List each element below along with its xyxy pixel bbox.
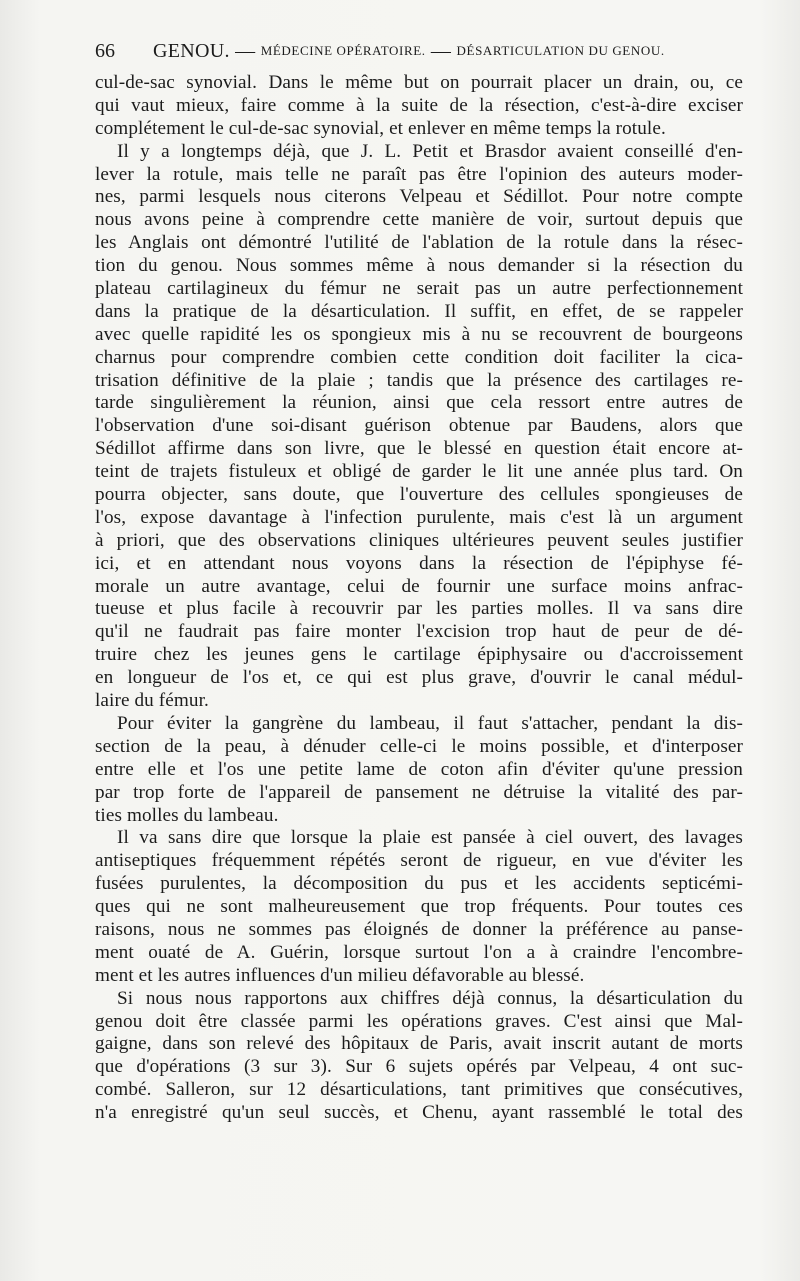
- text-line: Pour éviter la gangrène du lambeau, il faut s'attacher, pendant la dis-: [117, 712, 743, 734]
- text-line: cul-de-sac synovial. Dans le même but on pourrait placer un drain, ou, ce: [95, 72, 743, 93]
- text-line: entre elle et l'os une petite lame de coton afin d'éviter qu'une pression: [95, 758, 743, 780]
- header-author: GENOU.: [153, 40, 230, 62]
- text-line: nous avons peine à comprendre cette manière de voir, surtout depuis que: [95, 209, 743, 231]
- text-line: gaigne, dans son relevé des hôpitaux de Paris, avait inscrit autant de morts: [95, 1033, 743, 1055]
- text-line: l'observation d'une soi-disant guérison obtenue par Baudens, alors que: [95, 415, 743, 437]
- text-line: ties molles du lambeau.: [95, 804, 279, 826]
- text-line: Si nous nous rapportons aux chiffres déjà connus, la désarticulation du: [117, 987, 743, 1009]
- header-section: MÉDECINE OPÉRATOIRE.: [260, 43, 426, 58]
- text-line: tarde singulièrement la réunion, ainsi que cela ressort entre autres de: [95, 392, 743, 414]
- text-line: genou doit être classée parmi les opérations graves. C'est ainsi que Mal-: [95, 1010, 743, 1032]
- text-line: fusées purulentes, la décomposition du pus et les accidents septicémi-: [95, 873, 743, 895]
- text-line: tueuse et plus facile à recouvrir par les parties molles. Il va sans dire: [95, 598, 743, 620]
- text-line: section de la peau, à dénuder celle-ci le moins possible, et d'interposer: [95, 735, 743, 757]
- text-line: lever la rotule, mais telle ne paraît pas être l'opinion des auteurs moder-: [95, 163, 743, 185]
- text-line: Il va sans dire que lorsque la plaie est pansée à ciel ouvert, des lavages: [117, 827, 743, 849]
- text-line: antiseptiques fréquemment répétés seront de rigueur, en vue d'éviter les: [95, 850, 743, 872]
- text-line: en longueur de l'os et, ce qui est plus grave, d'ouvrir le canal médul-: [95, 667, 743, 689]
- text-line: trisation définitive de la plaie ; tandis que la présence des cartilages re-: [95, 369, 743, 391]
- text-line: dans la pratique de la désarticulation. Il suffit, en effet, de se rappeler: [95, 300, 743, 322]
- text-line: teint de trajets fistuleux et obligé de garder le lit une année plus tard. On: [95, 461, 743, 483]
- running-title: [153, 40, 665, 63]
- text-line: à priori, que des observations cliniques ultérieures peuvent seules justifier: [95, 529, 743, 551]
- text-line: ment ouaté de A. Guérin, lorsque surtout l'on a à craindre l'encombre-: [95, 941, 743, 963]
- header-dash: —: [235, 40, 256, 62]
- text-line: avec quelle rapidité les os spongieux mis à nu se recouvrent de bourgeons: [95, 323, 743, 345]
- running-header: [95, 40, 745, 68]
- text-line: morale un autre avantage, celui de fournir une surface moins anfrac-: [95, 575, 743, 597]
- text-line: combé. Salleron, sur 12 désarticulations, tant primitives que consécutives,: [95, 1079, 743, 1101]
- text-line: l'os, expose davantage à l'infection purulente, mais c'est là un argument: [95, 506, 743, 528]
- text-line: que d'opérations (3 sur 3). Sur 6 sujets opérés par Velpeau, 4 ont suc-: [95, 1056, 743, 1078]
- text-line: qui vaut mieux, faire comme à la suite de la résection, c'est-à-dire exciser: [95, 94, 743, 116]
- text-line: charnus pour comprendre combien cette condition doit faciliter la cica-: [95, 346, 743, 368]
- text-line: ici, et en attendant nous voyons dans la résection de l'épiphyse fé-: [95, 552, 743, 574]
- text-line: les Anglais ont démontré l'utilité de l'ablation de la rotule dans la résec-: [95, 232, 743, 254]
- text-line: nes, parmi lesquels nous citerons Velpeau et Sédillot. Pour notre compte: [95, 186, 743, 208]
- text-line: raisons, nous ne sommes pas éloignés de donner la préférence au panse-: [95, 918, 743, 940]
- text-line: ques qui ne sont malheureusement que trop fréquents. Pour toutes ces: [95, 896, 743, 918]
- body-text: [95, 72, 743, 1125]
- text-line: ment et les autres influences d'un milieu défavorable au blessé.: [95, 964, 585, 986]
- text-line: par trop forte de l'appareil de pansement ne détruise la vitalité des par-: [95, 781, 743, 803]
- text-line: laire du fémur.: [95, 690, 209, 712]
- header-subject: DÉSARTICULATION DU GENOU.: [456, 43, 665, 58]
- text-line: Il y a longtemps déjà, que J. L. Petit et Brasdor avaient conseillé d'en-: [117, 140, 743, 162]
- text-line: complétement le cul-de-sac synovial, et enlever en même temps la rotule.: [95, 117, 666, 139]
- header-dash: —: [430, 40, 452, 62]
- text-line: n'a enregistré qu'un seul succès, et Chenu, ayant rassemblé le total des: [95, 1102, 743, 1124]
- text-line: truire chez les jeunes gens le cartilage épiphysaire ou d'accroissement: [95, 644, 743, 666]
- text-line: Sédillot affirme dans son livre, que le blessé en question était encore at-: [95, 438, 743, 460]
- text-line: qu'il ne faudrait pas faire monter l'excision trop haut de peur de dé-: [95, 621, 743, 643]
- text-line: pourra objecter, sans doute, que l'ouverture des cellules spongieuses de: [95, 484, 743, 506]
- page-number: 66: [95, 40, 115, 62]
- text-line: tion du genou. Nous sommes même à nous demander si la résection du: [95, 255, 743, 277]
- text-line: plateau cartilagineux du fémur ne serait pas un autre perfectionnement: [95, 278, 743, 300]
